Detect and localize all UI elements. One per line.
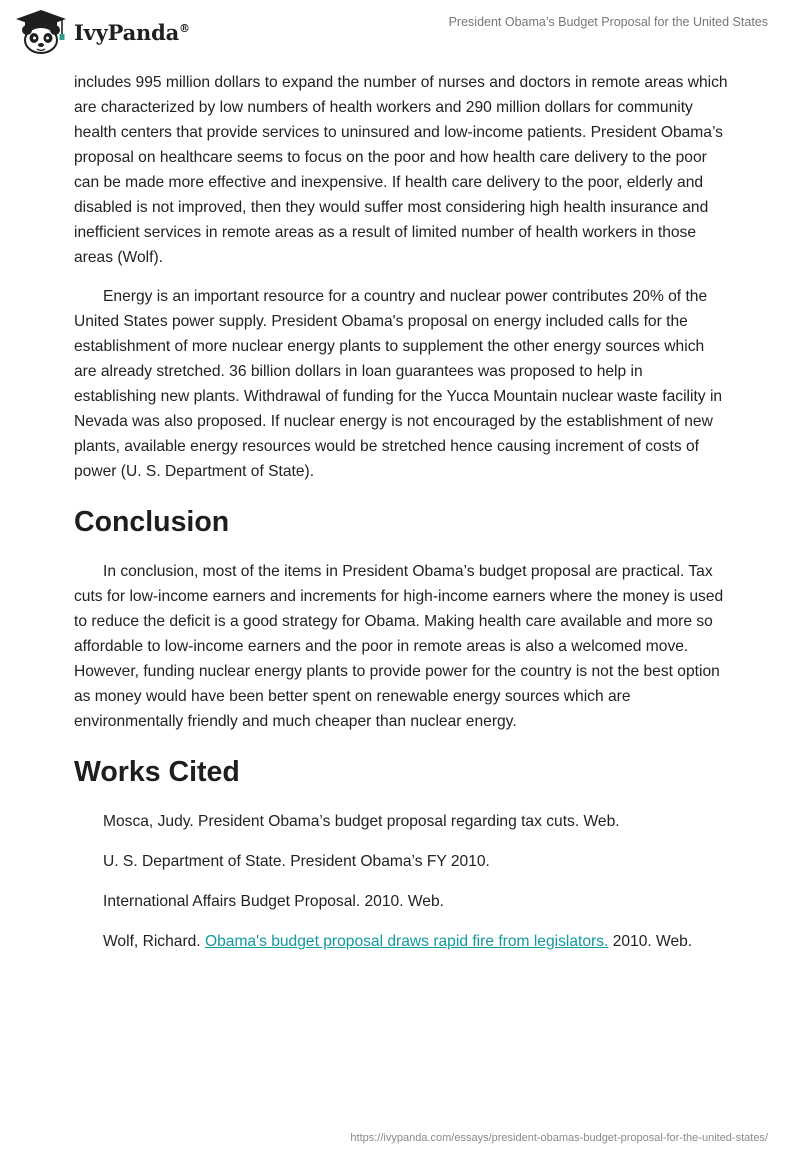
citation-wolf-year: 2010. Web. bbox=[608, 933, 693, 950]
citation-wolf-link[interactable]: Obama's budget proposal draws rapid fire from legislators. bbox=[204, 933, 609, 950]
footer-url: https://ivypanda.com/essays/president-obamas-budget-proposal-for-the-united-states/ bbox=[350, 1132, 768, 1144]
essay-content bbox=[74, 70, 728, 969]
paragraph-healthcare: includes 995 million dollars to expand the number of nurses and doctors in remote areas which are characterized by low numbers of health workers and 290 million dollars for community health centers that provide services to uninsured and low-income patients. President Obama’s proposal on healthcare seems to focus on the poor and how health care delivery to the poor can be made more effective and inexpensive. If health care delivery to the poor, elderly and disabled is not improved, then they would suffer most considering high health insurance and inefficient services in remote areas as a result of limited number of health workers in those areas (Wolf). bbox=[74, 74, 728, 266]
brand-logo[interactable] bbox=[12, 8, 190, 56]
page-header bbox=[0, 0, 800, 70]
citation-wolf-author: Wolf, Richard. bbox=[103, 933, 205, 950]
citation-international-affairs: International Affairs Budget Proposal. 2010. Web. bbox=[103, 893, 444, 910]
citation-wolf bbox=[74, 929, 728, 954]
document-title: President Obama’s Budget Proposal for the United States bbox=[448, 15, 768, 29]
citation-state-dept: U. S. Department of State. President Obama’s FY 2010. bbox=[103, 853, 490, 870]
brand-name: IvyPanda® bbox=[74, 19, 190, 45]
conclusion-heading: Conclusion bbox=[74, 506, 230, 538]
citation-mosca: Mosca, Judy. President Obama’s budget proposal regarding tax cuts. Web. bbox=[103, 813, 620, 830]
panda-graduate-icon bbox=[12, 8, 70, 56]
paragraph-energy: Energy is an important resource for a country and nuclear power contributes 20% of the United States power supply. President Obama's proposal on energy included calls for the establishment of more nuclear energy plants to supplement the other energy sources which are already stretched. 36 billion dollars in loan guarantees was proposed to help in establishing new plants. Withdrawal of funding for the Yucca Mountain nuclear waste facility in Nevada was also proposed. If nuclear energy is not encouraged by the establishment of new plants, available energy resources would be stretched hence causing increment of costs of power (U. S. Department of State). bbox=[74, 288, 723, 480]
works-cited-heading: Works Cited bbox=[74, 756, 240, 788]
paragraph-conclusion: In conclusion, most of the items in President Obama’s budget proposal are practical. Tax cuts for low-income earners and increments for high-income earners where the money is used to reduce the deficit is a good strategy for Obama. Making health care available and more so affordable to low-income earners and the poor in remote areas is also a welcomed move. However, funding nuclear energy plants to provide power for the country is not the best option as money would have been better spent on renewable energy sources which are environmentally friendly and much cheaper than nuclear energy. bbox=[74, 563, 724, 730]
